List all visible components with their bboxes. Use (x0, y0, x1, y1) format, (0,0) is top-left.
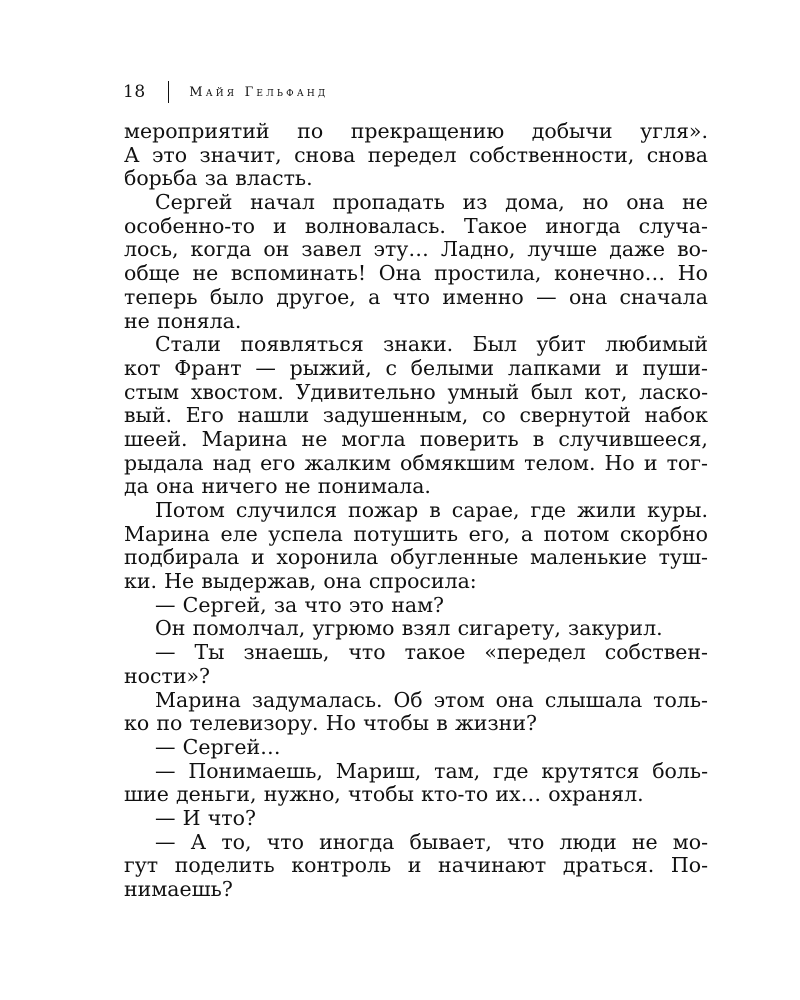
word: А (190, 829, 207, 854)
word: начинают (438, 853, 547, 878)
text-line (124, 665, 708, 689)
word: что (304, 592, 342, 617)
word: — (155, 829, 176, 854)
word: она (156, 474, 195, 499)
word: где (530, 498, 566, 522)
word: нимаешь? (124, 877, 233, 901)
word: обмякшим (400, 450, 516, 475)
word: Об (393, 687, 423, 712)
word: понимала. (317, 474, 431, 499)
text-line (124, 262, 708, 286)
word: белыми (410, 355, 495, 380)
word: шие (124, 782, 169, 807)
word: Она (378, 261, 422, 286)
text-line (124, 215, 708, 239)
word: деньги, (176, 782, 257, 807)
word: значит, (199, 142, 282, 167)
word: чтобы (347, 782, 414, 807)
word: с (385, 355, 397, 380)
text-line (124, 617, 708, 641)
word: не (631, 829, 658, 854)
text-line (124, 404, 708, 428)
word: собствен- (604, 640, 708, 665)
text-line (124, 333, 708, 357)
text-line (124, 523, 708, 547)
word: случившееся, (558, 426, 708, 451)
word: скорбно (619, 521, 708, 546)
word: что (348, 640, 386, 665)
word: закурил. (568, 616, 663, 641)
text-line (124, 807, 708, 831)
word: она (626, 190, 665, 215)
word: слышала (544, 687, 643, 712)
word: ласко- (639, 379, 708, 404)
text-line (124, 570, 708, 594)
word: их… (495, 782, 542, 807)
word: пропадать (332, 190, 445, 215)
word: власть. (235, 166, 313, 191)
word: именно (442, 284, 524, 309)
word: другое, (276, 284, 356, 309)
word: Но (604, 450, 635, 475)
word: Франт (174, 355, 242, 380)
word: туш- (658, 545, 708, 570)
text-line (124, 428, 708, 452)
word: по (297, 119, 324, 143)
word: И (182, 805, 201, 830)
word: Марина (124, 521, 210, 546)
word: рыдала (124, 450, 204, 475)
word: лапками (507, 355, 602, 380)
word: за (273, 592, 298, 617)
word: это (348, 592, 385, 617)
word: взял (401, 616, 451, 641)
text-line (124, 381, 708, 405)
word: знаешь, (243, 640, 330, 665)
word: передел (367, 142, 457, 167)
word: куры. (647, 498, 708, 522)
word: А (124, 142, 140, 167)
text-line (124, 878, 708, 902)
word: Сергей (155, 190, 233, 215)
word: волновалась. (304, 213, 446, 238)
word: он (263, 237, 290, 262)
text-line (124, 783, 708, 807)
word: и (643, 450, 658, 475)
word: начал (250, 190, 315, 215)
word: обще (124, 261, 180, 286)
word: даже (609, 237, 666, 262)
word: завел (301, 237, 362, 262)
text-line (124, 641, 708, 665)
word: не (301, 426, 328, 451)
word: и (407, 853, 422, 878)
word: хвостом. (190, 379, 284, 404)
word: убит (536, 332, 586, 357)
word: это (151, 142, 188, 167)
word: во- (677, 237, 708, 262)
word: стым (124, 379, 180, 404)
word: не (192, 261, 219, 286)
word: то, (221, 829, 252, 854)
word: Мариш, (335, 758, 422, 783)
word: бывает, (409, 829, 492, 854)
word: хоронила (276, 545, 379, 570)
word: задушенным, (322, 403, 469, 428)
word: по (156, 711, 183, 736)
word: конечно… (554, 261, 666, 286)
word: и (615, 355, 629, 380)
text-line (124, 499, 708, 523)
text-line (124, 357, 708, 381)
word: там, (434, 758, 481, 783)
word: когда (190, 237, 252, 262)
word: снова (646, 142, 708, 167)
text-line (124, 286, 708, 310)
word: рыжий, (289, 355, 372, 380)
word: лось, (124, 237, 179, 262)
word: «передел (484, 640, 586, 665)
word: Не (164, 569, 195, 594)
text-line (124, 167, 708, 191)
word: потом (543, 521, 610, 546)
word: подбирала (124, 545, 240, 570)
word: случа- (638, 213, 708, 238)
word: кто-то (421, 782, 489, 807)
word: жизни? (454, 711, 537, 736)
word: поделить (174, 853, 275, 878)
word: контроль (291, 853, 392, 878)
word: что? (207, 805, 256, 830)
word: поверить (419, 426, 519, 451)
word: она (323, 569, 362, 594)
word: Он (155, 616, 186, 641)
word: что (392, 284, 430, 309)
word: боль- (652, 758, 708, 783)
word: ности»? (124, 663, 211, 688)
word: она (495, 687, 534, 712)
word: — (155, 640, 176, 665)
word: нашли (237, 403, 310, 428)
author-name: Майя Гельфанд (189, 84, 329, 100)
word: мероприятий (124, 119, 270, 143)
word: было (209, 284, 264, 309)
word: сарае, (451, 498, 520, 522)
word: такое (404, 640, 466, 665)
text-line (124, 144, 708, 168)
word: любимый (605, 332, 708, 357)
text-line (124, 712, 708, 736)
text-line (124, 475, 708, 499)
word: жили (576, 498, 637, 522)
word: чтобы (363, 711, 430, 736)
word: что (266, 829, 304, 854)
word: в (429, 498, 441, 522)
word: поняла. (156, 308, 242, 333)
word: не (124, 308, 150, 333)
word: случился (235, 498, 338, 522)
word: еле (220, 521, 258, 546)
header-divider (168, 81, 170, 103)
word: Потом (155, 498, 225, 522)
word: телом. (524, 450, 596, 475)
page-number: 18 (123, 82, 146, 102)
word: жалким (304, 450, 391, 475)
word: нам? (391, 592, 445, 617)
text-line (124, 120, 708, 144)
word: нужно, (263, 782, 341, 807)
text-line (124, 191, 708, 215)
word: прекращению (350, 119, 505, 143)
word: иногда (545, 213, 621, 238)
word: Его (185, 403, 224, 428)
word: обугленные (389, 545, 519, 570)
word: иногда (319, 829, 395, 854)
word: и (250, 545, 265, 570)
word: угля». (640, 119, 708, 143)
word: вспоминать! (230, 261, 367, 286)
text-line (124, 238, 708, 262)
word: мо- (672, 829, 708, 854)
word: — (155, 805, 176, 830)
word: где (493, 758, 529, 783)
word: снова (294, 142, 356, 167)
word: сигарету, (457, 616, 561, 641)
text-line (124, 831, 708, 855)
word: в (436, 711, 448, 736)
word: ко (124, 711, 150, 736)
word: маленькие (530, 545, 647, 570)
text-line (124, 310, 708, 334)
word: — (255, 355, 276, 380)
word: пуши- (642, 355, 708, 380)
word: ничего (201, 474, 278, 499)
word: лучше (527, 237, 598, 262)
word: не (682, 190, 708, 215)
word: со (481, 403, 506, 428)
word: Понимаешь, (188, 758, 323, 783)
word: над (212, 450, 252, 475)
word: она (568, 284, 608, 309)
word: сначала (619, 284, 708, 309)
word: пожар (348, 498, 419, 522)
word: могла (341, 426, 406, 451)
word: кот (124, 355, 161, 380)
word: крутятся (541, 758, 640, 783)
word: спросила: (368, 569, 477, 594)
word: ки. (124, 569, 157, 594)
word: не (284, 474, 311, 499)
word: По- (670, 853, 708, 878)
word: дома, (505, 190, 565, 215)
word: Ты (194, 640, 225, 665)
word: свернутой (519, 403, 631, 428)
text-line (124, 689, 708, 713)
word: Сергей… (182, 734, 281, 759)
word: тог- (666, 450, 708, 475)
word: — (155, 734, 176, 759)
word: Стали (155, 332, 221, 357)
word: телевизору. (189, 711, 319, 736)
word: этом (433, 687, 485, 712)
word: шеей. (124, 426, 188, 451)
word: люди (559, 829, 617, 854)
word: появляться (240, 332, 364, 357)
text-line (124, 736, 708, 760)
text-line (124, 452, 708, 476)
word: был (530, 379, 573, 404)
word: умный (447, 379, 520, 404)
word: знаки. (383, 332, 454, 357)
body-text (124, 120, 708, 902)
word: но (582, 190, 609, 215)
word: и (273, 213, 287, 238)
word: Марина (201, 426, 288, 451)
word: Сергей, (182, 592, 267, 617)
word: Ладно, (440, 237, 516, 262)
word: — (155, 592, 176, 617)
word: что (507, 829, 545, 854)
word: кот, (584, 379, 628, 404)
text-line (124, 760, 708, 784)
word: Но (677, 261, 708, 286)
word: теперь (124, 284, 198, 309)
word: его, (468, 521, 511, 546)
word: его (260, 450, 296, 475)
text-line (124, 546, 708, 570)
word: гут (124, 853, 159, 878)
word: — (536, 284, 557, 309)
word: Был (472, 332, 517, 357)
text-line (124, 854, 708, 878)
word: особенно-то (124, 213, 255, 238)
word: из (462, 190, 488, 215)
word: за (204, 166, 229, 191)
word: в (532, 426, 545, 451)
word: набок (644, 403, 708, 428)
word: драться. (562, 853, 655, 878)
word: задумалась. (251, 687, 383, 712)
word: потушить (353, 521, 459, 546)
word: простила, (434, 261, 542, 286)
word: а (520, 521, 534, 546)
word: успела (268, 521, 343, 546)
word: помолчал, (192, 616, 306, 641)
word: собственности, (468, 142, 635, 167)
word: а (368, 284, 381, 309)
word: Такое (464, 213, 528, 238)
word: вый. (124, 403, 173, 428)
word: Марина (155, 687, 241, 712)
word: добычи (531, 119, 613, 143)
word: Удивительно (295, 379, 436, 404)
text-line (124, 594, 708, 618)
word: толь- (653, 687, 708, 712)
word: охранял. (548, 782, 644, 807)
word: борьба (124, 166, 198, 191)
running-header (123, 78, 328, 106)
word: да (124, 474, 149, 499)
word: выдержав, (201, 569, 317, 594)
word: угрюмо (312, 616, 395, 641)
word: — (155, 758, 176, 783)
word: эту… (373, 237, 429, 262)
word: Но (325, 711, 356, 736)
